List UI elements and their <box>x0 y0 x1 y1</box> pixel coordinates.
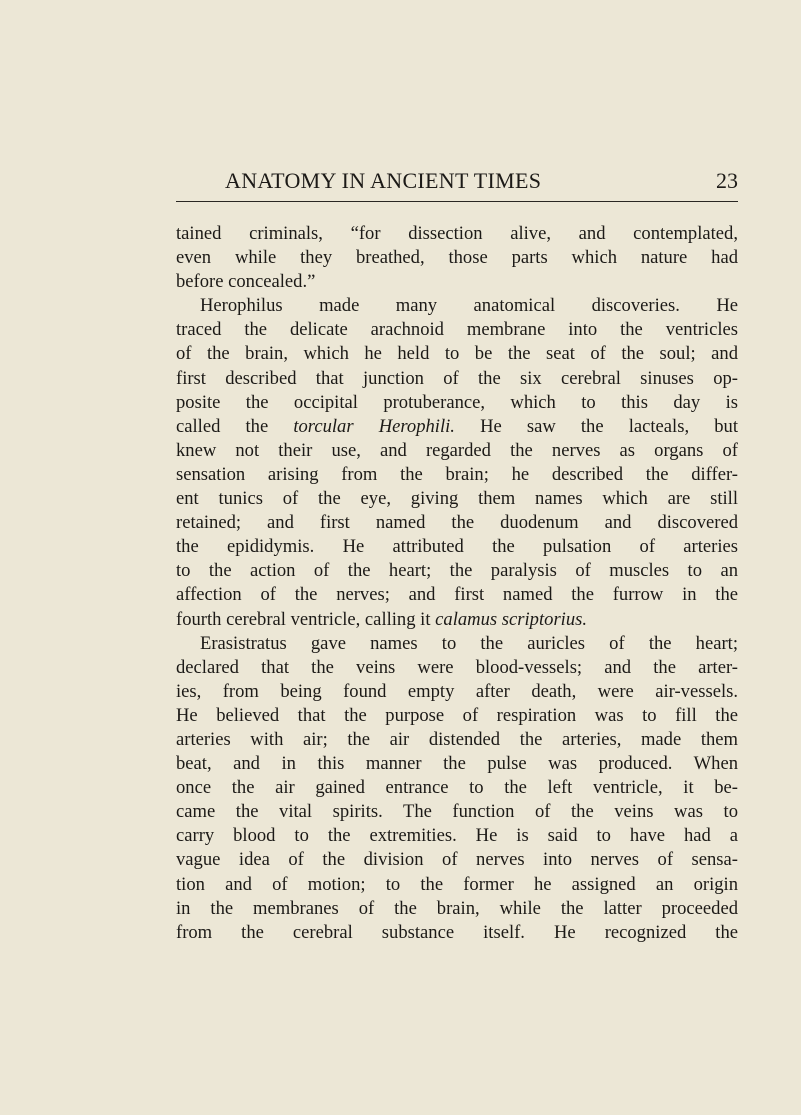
text-line <box>176 608 738 632</box>
text-line: He believed that the purpose of respiration was to fill the <box>176 704 738 726</box>
text-line: before concealed.” <box>176 271 316 293</box>
text-line: to the action of the heart; the paralysis of muscles to an <box>176 560 738 582</box>
text-line: knew not their use, and regarded the nerves as organs of <box>176 439 738 461</box>
text-line: retained; and first named the duodenum and discovered <box>176 512 738 534</box>
text-line: posite the occipital protuberance, which to this day is <box>176 391 738 413</box>
text-line: once the air gained entrance to the left ventricle, it be- <box>176 777 738 799</box>
text-line: from the cerebral substance itself. He recognized the <box>176 921 738 943</box>
paragraph-start-line: Herophilus made many anatomical discoveries. He <box>200 295 738 317</box>
text-line: affection of the nerves; and first named the furrow in the <box>176 584 738 606</box>
text-line: ent tunics of the eye, giving them names which are still <box>176 488 738 510</box>
text-line: carry blood to the extremities. He is said to have had a <box>176 825 738 847</box>
text-line: first described that junction of the six cerebral sinuses op- <box>176 367 738 389</box>
page-number: 23 <box>716 168 738 193</box>
text-fragment: called the <box>176 415 269 437</box>
text-line: even while they breathed, those parts which nature had <box>176 247 738 269</box>
italic-term-calamus: calamus scriptorius. <box>435 608 588 630</box>
text-line: vague idea of the division of nerves into nerves of sensa- <box>176 849 738 871</box>
paragraph-start-line: Erasistratus gave names to the auricles of the heart; <box>200 632 738 654</box>
text-line: came the vital spirits. The function of the veins was to <box>176 801 738 823</box>
text-line <box>176 415 738 439</box>
text-line: traced the delicate arachnoid membrane into the ventricles <box>176 319 738 341</box>
body-text <box>176 222 738 945</box>
text-line: the epididymis. He attributed the pulsation of arteries <box>176 536 738 558</box>
text-line: ies, from being found empty after death, were air-vessels. <box>176 680 738 702</box>
italic-term-torcular: torcular Herophili. <box>293 415 455 437</box>
text-line: sensation arising from the brain; he described the differ- <box>176 463 738 485</box>
header-rule <box>176 201 738 202</box>
text-line: tion and of motion; to the former he assigned an origin <box>176 873 738 895</box>
text-fragment: He saw the lacteals, but <box>480 415 738 437</box>
text-line: declared that the veins were blood-vessels; and the arter- <box>176 656 738 678</box>
text-fragment: fourth cerebral ventricle, calling it <box>176 608 431 630</box>
page-header <box>176 168 738 198</box>
text-line: of the brain, which he held to be the seat of the soul; and <box>176 343 738 365</box>
running-title: ANATOMY IN ANCIENT TIMES <box>225 168 542 193</box>
text-line: in the membranes of the brain, while the latter proceeded <box>176 897 738 919</box>
text-line: tained criminals, “for dissection alive, and contemplated, <box>176 223 738 244</box>
text-line: arteries with air; the air distended the arteries, made them <box>176 728 738 750</box>
text-line: beat, and in this manner the pulse was produced. When <box>176 753 738 775</box>
